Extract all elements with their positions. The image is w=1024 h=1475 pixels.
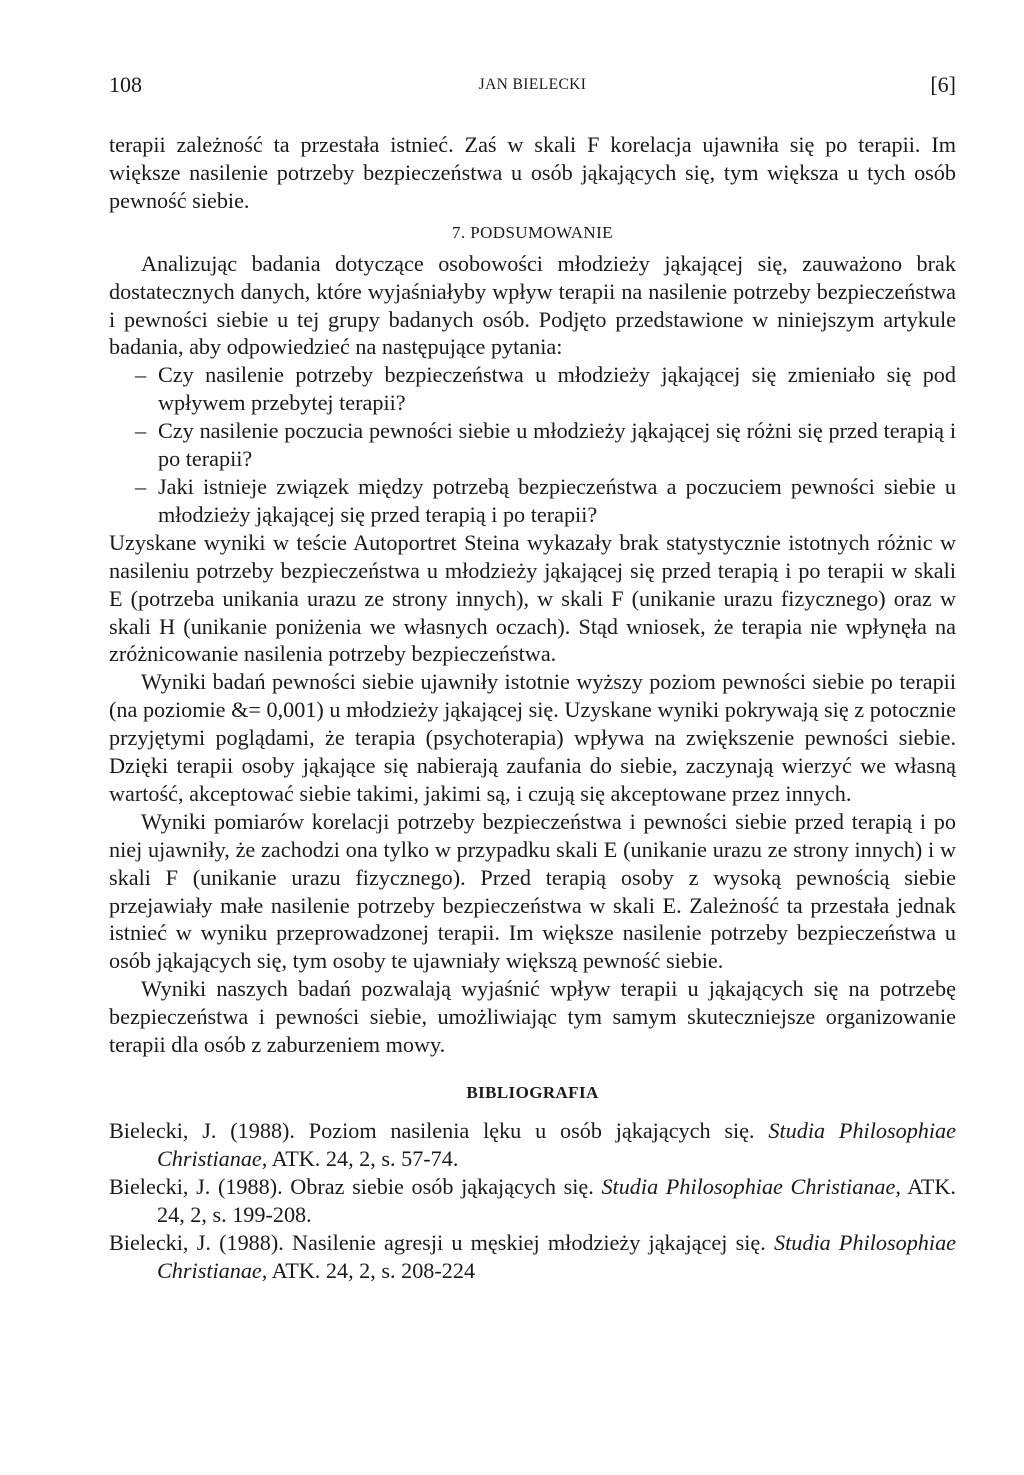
intro-paragraph: terapii zależność ta przestała istnieć. Zaś w skali F korelacja ujawniła się po terapii. Im większe nasilenie potrzeby bezpieczeństwa u osób jąkających się, tym większa u tych osób pewność siebie. xyxy=(109,132,956,213)
summary-paragraph: Analizując badania dotyczące osobowości młodzieży jąkającej się, zauważono brak dostatecznych danych, które wyjaśniałyby wpływ terapii na nasilenie potrzeby bezpieczeństwa i pewności siebie u tej grupy badanych osób. Podjęto przedstawione w niniejszym artykule badania, aby odpowiedzieć na następujące pytania: xyxy=(109,250,956,360)
results-paragraph: Uzyskane wyniki w teście Autoportret Steina wykazały brak statystycznie istotnych różnic w nasileniu potrzeby bezpieczeństwa u młodzieży jąkającej się przed terapią i po terapii w skali E (potrzeba unikania urazu ze strony innych), w skali F (unikanie urazu fizycznego) oraz w skali H (unikanie poniżenia we własnych oczach). Stąd wniosek, że terapia nie wpłynęła na zróżnicowanie nasilenia potrzeby bezpieczeństwa. xyxy=(109,529,956,667)
confidence-paragraph: Wyniki badań pewności siebie ujawniły istotnie wyższy poziom pewności siebie po terapii (na poziomie &= 0,001) u młodzieży jąkającej się. Uzyskane wyniki pokrywają się z potocznie przyjętymi poglądami, że terapia (psychoterapia) wpływa na zwiększenie pewności siebie. Dzięki terapii osoby jąkające się nabierają zaufania do siebie, zaczynają wierzyć we własną wartość, akceptować siebie takimi, jakimi są, i czują się akceptowane przez innych. xyxy=(109,669,956,806)
reference-journal: Studia Philosophiae Christianae, xyxy=(601,1173,901,1199)
reference-entry xyxy=(109,1173,956,1229)
reference-tail: ATK. 24, 2, s. 199-208. xyxy=(157,1173,956,1227)
reference-journal: Studia Philosophiae Christianae, xyxy=(157,1118,956,1171)
reference-tail: ATK. 24, 2, s. 57-74. xyxy=(271,1145,459,1171)
question-text: Czy nasilenie potrzeby bezpieczeństwa u młodzieży jąkającej się zmieniało się pod wpływem przebytej terapii? xyxy=(158,362,956,416)
running-author: JAN BIELECKI xyxy=(478,76,587,93)
dash-marker: – xyxy=(135,473,147,499)
list-item xyxy=(109,361,956,417)
article-body xyxy=(109,131,956,1284)
chapter-marker: [6] xyxy=(930,72,956,97)
page-number: 108 xyxy=(109,72,142,97)
bibliography-heading: BIBLIOGRAFIA xyxy=(466,1083,599,1102)
dash-marker: – xyxy=(135,418,147,444)
question-text: Czy nasilenie poczucia pewności siebie u młodzieży jąkającej się różni się przed terapią i po terapii? xyxy=(158,418,956,472)
reference-lead: Bielecki, J. (1988). Nasilenie agresji u męskiej młodzieży jąkającej się. xyxy=(109,1229,766,1255)
question-text: Jaki istnieje związek między potrzebą bezpieczeństwa a poczuciem pewności siebie u młodzieży jąkającej się przed terapią i po terapii? xyxy=(158,473,956,527)
reference-list xyxy=(109,1117,956,1284)
conclusion-paragraph: Wyniki naszych badań pozwalają wyjaśnić wpływ terapii u jąkających się na potrzebę bezpieczeństwa i pewności siebie, umożliwiając tym samym skuteczniejsze organizowanie terapii dla osób z zaburzeniem mowy. xyxy=(109,976,956,1058)
running-header xyxy=(109,64,956,104)
reference-entry xyxy=(109,1229,956,1285)
reference-lead: Bielecki, J. (1988). Poziom nasilenia lęku u osób jąkających się. xyxy=(109,1118,755,1143)
journal-page xyxy=(109,64,956,1284)
reference-entry xyxy=(109,1117,956,1173)
reference-tail: ATK. 24, 2, s. 208-224 xyxy=(271,1257,476,1283)
list-item xyxy=(109,473,956,529)
dash-marker: – xyxy=(135,362,147,388)
reference-journal: Studia Philosophiae Christianae, xyxy=(157,1229,957,1283)
correlation-paragraph: Wyniki pomiarów korelacji potrzeby bezpieczeństwa i pewności siebie przed terapią i po niej ujawniły, że zachodzi ona tylko w przypadku skali E (unikanie urazu ze strony innych) i w skali F (unikanie urazu fizycznego). Przed terapią osoby z wysoką pewnością siebie przejawiały małe nasilenie potrzeby bezpieczeństwa w skali E. Zależność ta przestała jednak istnieć w wyniku przeprowadzonej terapii. Im większe nasilenie potrzeby bezpieczeństwa u osób jąkających się, tym osoby te ujawniały większą pewność siebie. xyxy=(109,808,956,974)
research-questions xyxy=(109,361,956,528)
reference-lead: Bielecki, J. (1988). Obraz siebie osób jąkających się. xyxy=(109,1173,594,1199)
section-heading: 7. PODSUMOWANIE xyxy=(452,222,613,242)
list-item xyxy=(109,417,956,473)
